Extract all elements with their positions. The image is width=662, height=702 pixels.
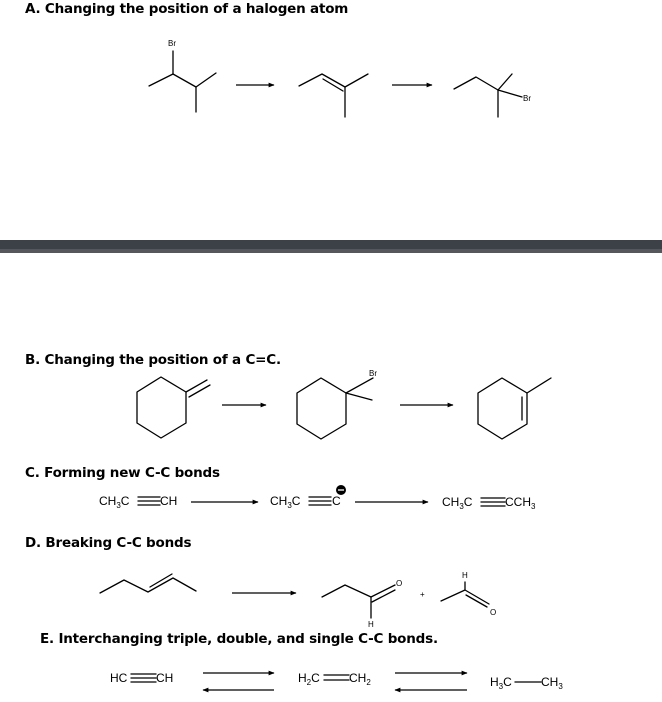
molecule-propynide-anion	[270, 485, 346, 510]
molecule-1-methylcyclohexene	[478, 378, 551, 439]
molecule-2-pentene	[100, 574, 196, 593]
bromine-label: Br	[168, 39, 176, 48]
scheme-b	[137, 369, 551, 439]
section-d-heading: D. Breaking C-C bonds	[25, 535, 192, 551]
svg-text:HC: HC	[110, 671, 128, 685]
bromine-label: Br	[369, 369, 377, 378]
molecule-propyne	[99, 494, 177, 510]
svg-text:CCH3: $CCH_3$	[505, 495, 536, 511]
svg-text:CH3C: $CH_3C$	[442, 495, 473, 511]
molecule-ethene	[298, 671, 371, 687]
svg-text:H: H	[368, 620, 374, 629]
svg-text:C: C	[332, 494, 341, 508]
section-e-heading: E. Interchanging triple, double, and single C-C bonds.	[40, 631, 438, 647]
molecule-1-bromo-1-methylcyclohexane	[297, 369, 377, 439]
svg-text:CH3: $CH_3$	[541, 675, 563, 691]
svg-text:H3C: $H_3C$	[490, 675, 512, 691]
molecule-methylenecyclohexane	[137, 377, 210, 438]
svg-text:CH: CH	[160, 494, 178, 508]
section-a-heading: A. Changing the position of a halogen atom	[25, 1, 349, 17]
molecule-propanal	[322, 579, 402, 629]
svg-text:CH2: $CH_2$	[349, 671, 371, 687]
svg-text:CH: CH	[156, 671, 174, 685]
scheme-d	[100, 571, 496, 629]
scheme-c	[99, 485, 536, 511]
molecule-2-bromo-3-methylbutane	[149, 39, 216, 112]
svg-text:O: O	[396, 579, 403, 588]
molecule-ethane	[490, 675, 563, 691]
plus-sign: +	[420, 590, 425, 599]
molecule-acetaldehyde	[441, 571, 496, 617]
svg-text:H2C: $H_2C$	[298, 671, 320, 687]
scheme-e	[110, 671, 563, 691]
svg-text:O: O	[490, 608, 497, 617]
section-b-heading: B. Changing the position of a C=C.	[25, 352, 281, 368]
svg-text:CH3C: $CH_3C$	[270, 494, 301, 510]
svg-text:CH3C: $CH_3C$	[99, 494, 130, 510]
molecule-ethyne	[110, 671, 173, 685]
section-c-heading: C. Forming new C-C bonds	[25, 465, 220, 481]
molecule-2-butyne	[442, 495, 536, 511]
scheme-a	[149, 39, 531, 117]
svg-text:H: H	[462, 571, 468, 580]
molecule-2-bromo-2-methylbutane	[454, 74, 531, 117]
molecule-2-methyl-2-butene	[299, 74, 368, 117]
bromine-label: Br	[523, 94, 531, 103]
